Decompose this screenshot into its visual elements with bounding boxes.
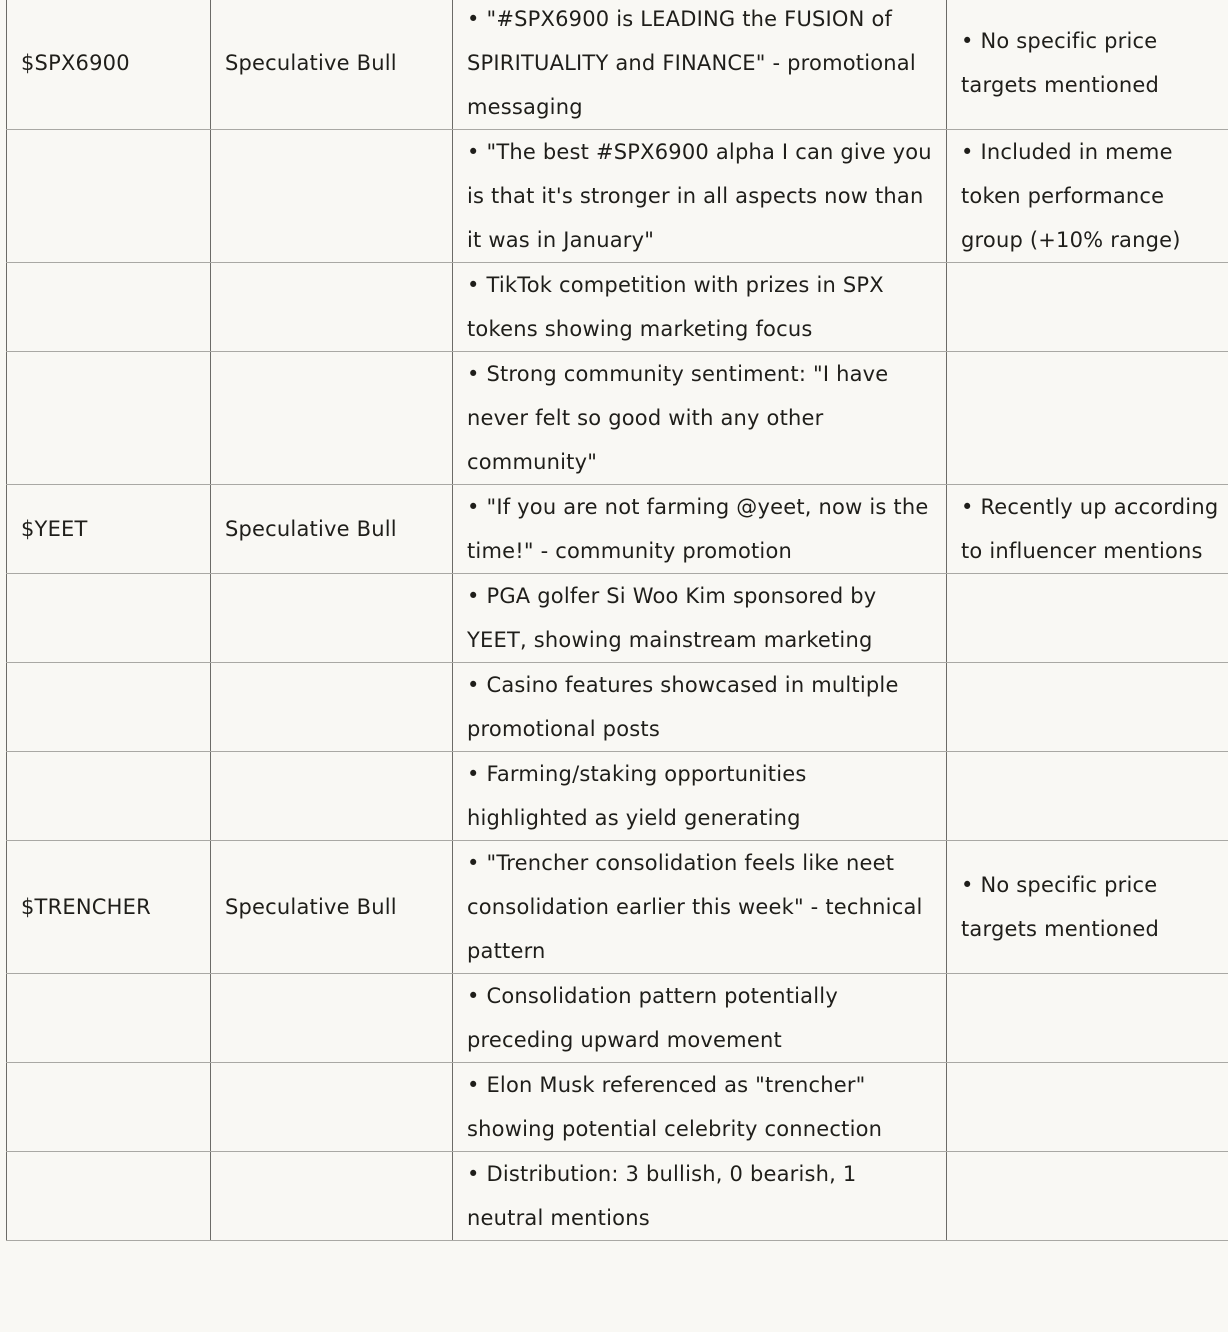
sentiment-table-container [6, 0, 1228, 1241]
sentiment-cell [211, 352, 453, 485]
price-cell [947, 663, 1228, 752]
token-cell [7, 574, 211, 663]
table-row [7, 263, 1228, 352]
table-row [7, 974, 1228, 1063]
evidence-cell: • Strong community sentiment: "I have never felt so good with any other community" [453, 352, 947, 485]
price-cell [947, 1152, 1228, 1241]
table-row [7, 352, 1228, 485]
token-cell [7, 663, 211, 752]
price-cell [947, 574, 1228, 663]
evidence-cell: • Consolidation pattern potentially preceding upward movement [453, 974, 947, 1063]
table-row [7, 0, 1228, 130]
price-cell [947, 352, 1228, 485]
evidence-cell: • "#SPX6900 is LEADING the FUSION of SPIRITUALITY and FINANCE" - promotional messaging [453, 0, 947, 130]
evidence-cell: • "The best #SPX6900 alpha I can give you is that it's stronger in all aspects now than it was in January" [453, 130, 947, 263]
token-cell [7, 352, 211, 485]
sentiment-cell: Speculative Bull [211, 0, 453, 130]
evidence-cell: • "Trencher consolidation feels like neet consolidation earlier this week" - technical pattern [453, 841, 947, 974]
token-cell [7, 1152, 211, 1241]
token-cell [7, 130, 211, 263]
price-cell: • Included in meme token performance group (+10% range) [947, 130, 1228, 263]
token-cell [7, 263, 211, 352]
table-row [7, 841, 1228, 974]
price-cell [947, 263, 1228, 352]
table-row [7, 574, 1228, 663]
evidence-cell: • Distribution: 3 bullish, 0 bearish, 1 neutral mentions [453, 1152, 947, 1241]
token-sentiment-table [6, 0, 1228, 1241]
table-row [7, 752, 1228, 841]
evidence-cell: • "If you are not farming @yeet, now is the time!" - community promotion [453, 485, 947, 574]
token-cell [7, 974, 211, 1063]
evidence-cell: • Farming/staking opportunities highlighted as yield generating [453, 752, 947, 841]
price-cell: • Recently up according to influencer mentions [947, 485, 1228, 574]
evidence-cell: • Casino features showcased in multiple promotional posts [453, 663, 947, 752]
token-cell [7, 1063, 211, 1152]
sentiment-cell: Speculative Bull [211, 485, 453, 574]
evidence-cell: • PGA golfer Si Woo Kim sponsored by YEET, showing mainstream marketing [453, 574, 947, 663]
price-cell [947, 1063, 1228, 1152]
price-cell [947, 752, 1228, 841]
price-cell: • No specific price targets mentioned [947, 841, 1228, 974]
sentiment-cell [211, 1152, 453, 1241]
token-cell [7, 752, 211, 841]
table-row [7, 485, 1228, 574]
token-cell: $SPX6900 [7, 0, 211, 130]
evidence-cell: • Elon Musk referenced as "trencher" showing potential celebrity connection [453, 1063, 947, 1152]
table-row [7, 663, 1228, 752]
sentiment-cell [211, 130, 453, 263]
table-row [7, 130, 1228, 263]
sentiment-cell [211, 263, 453, 352]
token-cell: $YEET [7, 485, 211, 574]
evidence-cell: • TikTok competition with prizes in SPX tokens showing marketing focus [453, 263, 947, 352]
token-cell: $TRENCHER [7, 841, 211, 974]
table-row [7, 1063, 1228, 1152]
sentiment-cell [211, 574, 453, 663]
sentiment-cell [211, 1063, 453, 1152]
price-cell: • No specific price targets mentioned [947, 0, 1228, 130]
table-row [7, 1152, 1228, 1241]
sentiment-cell: Speculative Bull [211, 841, 453, 974]
sentiment-cell [211, 752, 453, 841]
price-cell [947, 974, 1228, 1063]
sentiment-cell [211, 663, 453, 752]
sentiment-cell [211, 974, 453, 1063]
